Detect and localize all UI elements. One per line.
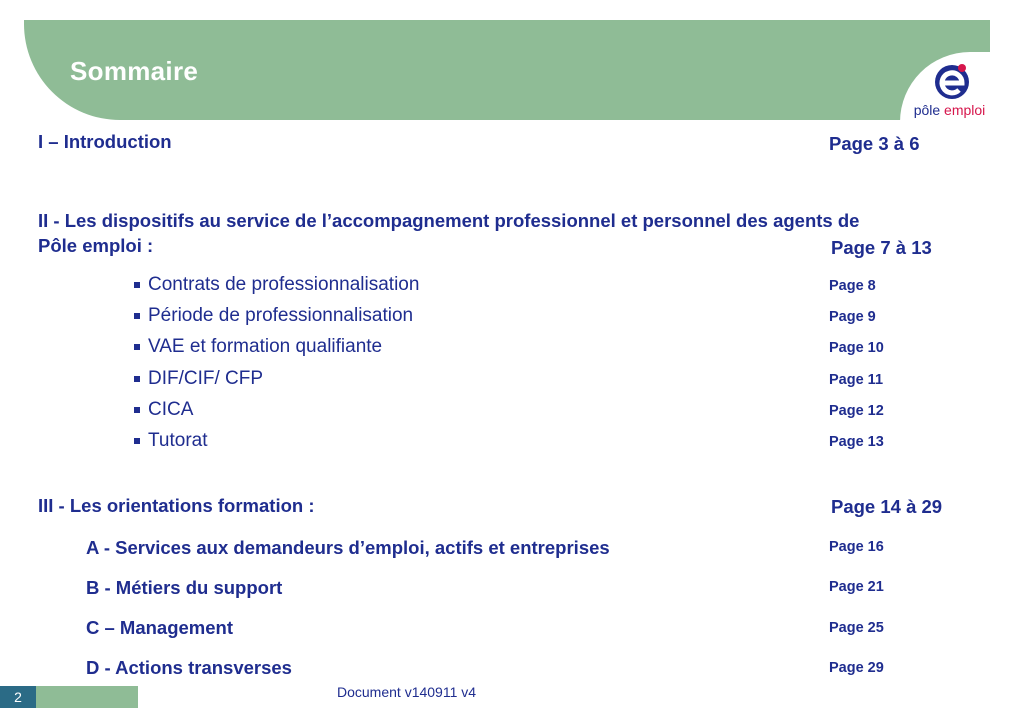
section-2-item-page: Page 8 bbox=[829, 278, 876, 294]
section-3-item-page: Page 16 bbox=[829, 539, 884, 555]
section-3-item-page: Page 29 bbox=[829, 660, 884, 676]
section-2-item-label: Tutorat bbox=[148, 430, 208, 451]
section-3-item-label: D - Actions transverses bbox=[86, 657, 292, 678]
section-2-title-line1: II - Les dispositifs au service de l’accompagnement professionnel et personnel des agents de bbox=[38, 210, 860, 231]
bullet-icon bbox=[134, 313, 140, 319]
logo-e-icon bbox=[902, 62, 997, 104]
section-3-item-label: B - Métiers du support bbox=[86, 577, 283, 598]
section-2-item-page: Page 11 bbox=[829, 372, 884, 388]
logo-text-emploi: emploi bbox=[944, 102, 986, 118]
logo-text-pole: pôle bbox=[913, 102, 945, 118]
bullet-icon bbox=[134, 344, 140, 350]
document-version: Document v140911 v4 bbox=[337, 684, 477, 700]
section-2-item-page: Page 12 bbox=[829, 403, 884, 419]
section-2-item-label: CICA bbox=[148, 399, 194, 420]
bullet-icon bbox=[134, 376, 140, 382]
section-3-page: Page 14 à 29 bbox=[831, 496, 943, 517]
section-3-title: III - Les orientations formation : bbox=[38, 495, 315, 516]
section-2-title-line2: Pôle emploi : bbox=[38, 235, 154, 256]
section-1-page: Page 3 à 6 bbox=[829, 133, 920, 154]
section-2-page: Page 7 à 13 bbox=[831, 237, 932, 258]
slide-number: 2 bbox=[0, 686, 36, 708]
bullet-icon bbox=[134, 282, 140, 288]
section-2-item-page: Page 13 bbox=[829, 434, 884, 450]
section-3-item-label: A - Services aux demandeurs d’emploi, actifs et entreprises bbox=[86, 537, 610, 558]
logo-text bbox=[902, 102, 997, 118]
bullet-icon bbox=[134, 438, 140, 444]
footer-bar bbox=[36, 686, 138, 708]
section-2-item-page: Page 9 bbox=[829, 309, 876, 325]
section-1-title: I – Introduction bbox=[38, 131, 172, 152]
section-3-item-page: Page 25 bbox=[829, 620, 884, 636]
section-2-item-label: Période de professionnalisation bbox=[148, 305, 414, 326]
pole-emploi-logo bbox=[902, 62, 997, 124]
section-3-item-label: C – Management bbox=[86, 617, 234, 638]
bullet-icon bbox=[134, 407, 140, 413]
section-2-item-label: DIF/CIF/ CFP bbox=[148, 368, 264, 389]
section-2-item-page: Page 10 bbox=[829, 340, 884, 356]
page-title: Sommaire bbox=[70, 56, 199, 86]
section-2-item-label: Contrats de professionnalisation bbox=[148, 274, 420, 295]
section-3-item-page: Page 21 bbox=[829, 579, 884, 595]
section-2-item-label: VAE et formation qualifiante bbox=[148, 336, 383, 357]
